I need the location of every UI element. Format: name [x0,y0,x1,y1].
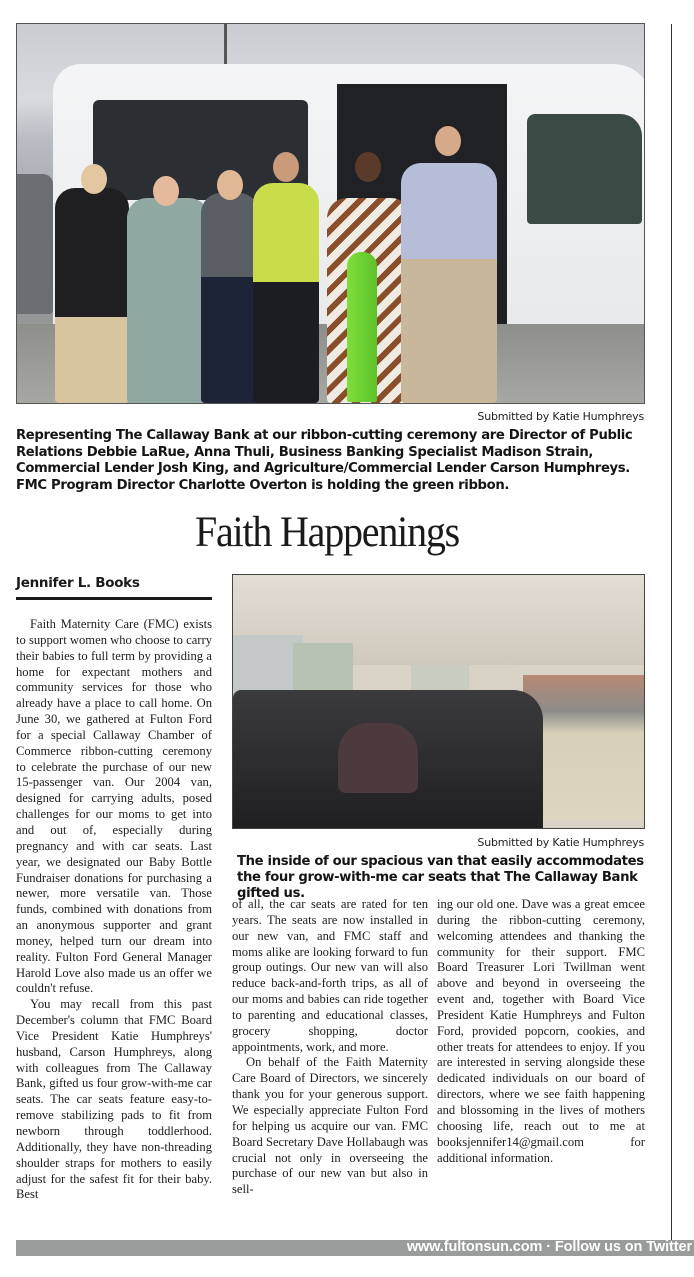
photo-caption: The inside of our spacious van that easily accommodates the four grow-with-me car seats that The Callaway Bank gifted us. [237,854,644,901]
person-4 [253,183,319,403]
van-interior-photo [232,574,645,829]
car-seat [338,723,418,793]
parked-car [17,174,53,314]
green-ribbon [347,252,377,402]
person-2 [127,198,209,403]
photo-caption: Representing The Callaway Bank at our ribbon-cutting ceremony are Director of Public Relations Debbie LaRue, Anna Thuli, Business Banking Specialist Madison Strain, Commercial Lender Josh King, and Agriculture/Commercial Lender Carson Humphreys. FMC Program Director Charlotte Overton is holding the green ribbon. [16,428,633,493]
footer-bar [16,1240,694,1256]
person-6-head [435,126,461,156]
paragraph: ing our old one. Dave was a great emcee during the ribbon-cutting ceremony, welcoming attendees and thanking the community for their support. FMC Board Treasurer Lori Twillman went above and beyond in overseeing the event and, together with Board Vice President Katie Humphreys and Fulton Ford, provided popcorn, cookies, and other treats for attendees to enjoy. If you are interested in serving alongside these dedicated individuals on our board of directors, where we see faith happening and blossoming in the lives of mothers choosing life, reach out to me at booksjennifer14@gmail.com for additional information. [437,897,645,1165]
page-title: Faith Happenings [194,507,460,556]
ribbon-cutting-photo [16,23,645,404]
person-3-head [217,170,243,200]
photo-credit: Submitted by Katie Humphreys [477,836,644,849]
paragraph: of all, the car seats are rated for ten years. The seats are now installed in our new van, and FMC staff and moms alike are looking forward to fun group outings. Our new van will also reduce back-and-forth trips, as all of our moms and babies can ride together to parenting and educational classes, grocery shopping, doctor appointments, work, and more. [232,897,428,1054]
column-rule [671,24,672,1254]
person-6 [401,163,497,403]
paragraph: On behalf of the Faith Maternity Care Board of Directors, we sincerely thank you for your generous support. We especially appreciate Fulton Ford for helping us acquire our van. FMC Board Secretary Dave Hollabaugh was crucial not only in overseeing the purchase of our new van but also in sell- [232,1055,428,1197]
person-1-head [81,164,107,194]
paragraph: Faith Maternity Care (FMC) exists to support women who choose to carry their babies to full term by providing a home for expectant mothers and community services for those who already have a place to call home. On June 30, we gathered at Fulton Ford for a special Callaway Chamber of Commerce ribbon-cutting ceremony to celebrate the purchase of our new 15-passenger van. Our 2004 van, designed for carrying adults, posed challenges for our moms to get into and out of, especially during pregnancy and with car seats. Last year, we designated our Baby Bottle Fundraiser donations for purchasing a newer, more versatile van. Those funds, combined with donations from an anonymous supporter and grant money, helped turn our dream into reality. Fulton Ford General Manager Harold Love also made us an offer we couldn't refuse. [16,617,212,996]
article-column-3 [437,897,645,1166]
byline: Jennifer L. Books [16,575,212,600]
article-column-2 [232,897,428,1198]
person-3 [201,193,259,403]
paragraph: You may recall from this past December's column that FMC Board Vice President Katie Humphreys' husband, Carson Humphreys, along with colleagues from The Callaway Bank, gifted us four grow-with-me car seats. The car seats feature easy-to-remove stabilizing pads to fit from newborn through toddlerhood. Additionally, they have non-threading shoulder straps for mothers to easily adjust for the safest fit for their baby. Best [16,997,212,1202]
van-front-window [527,114,642,224]
person-2-head [153,176,179,206]
person-4-head [273,152,299,182]
article-column-1 [16,617,212,1203]
footer-link[interactable]: www.fultonsun.com · Follow us on Twitter [406,1239,692,1255]
light-pole [224,24,227,69]
photo-credit: Submitted by Katie Humphreys [477,410,644,423]
person-1 [55,188,129,403]
person-5-head [355,152,381,182]
